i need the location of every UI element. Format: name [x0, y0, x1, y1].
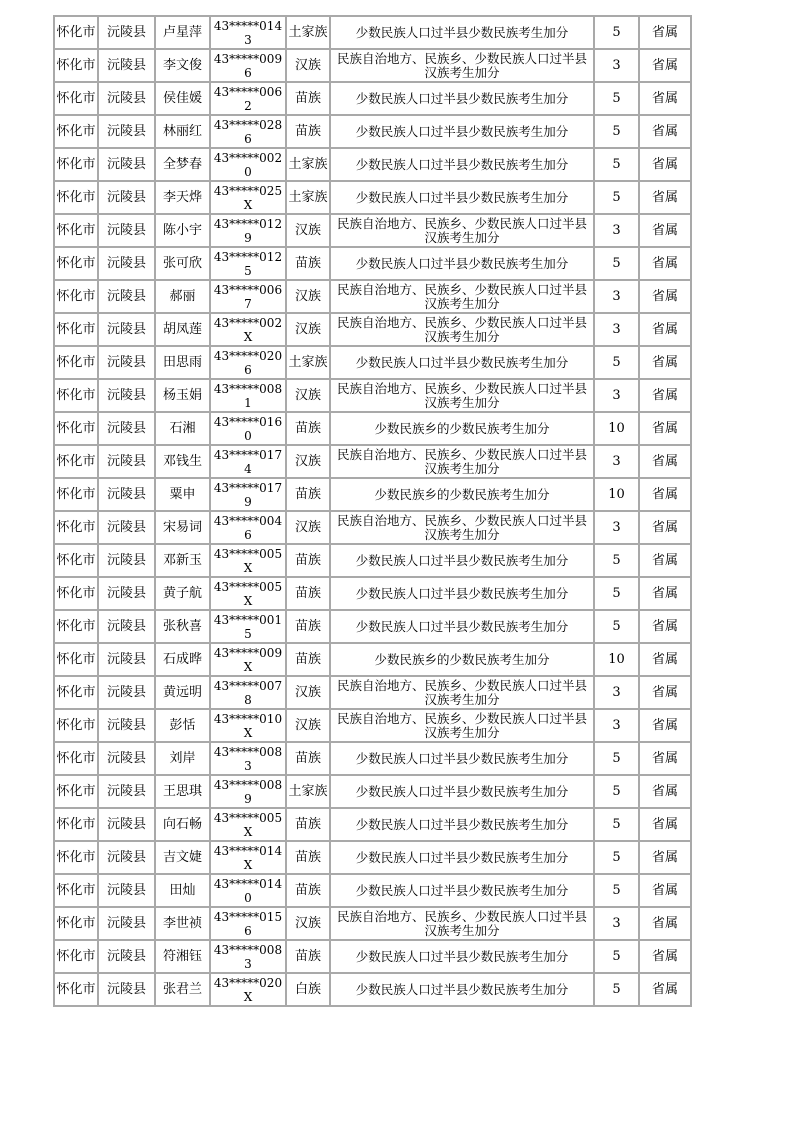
level-cell: 省属: [639, 214, 691, 247]
level-cell: 省属: [639, 808, 691, 841]
city-cell: 怀化市: [54, 808, 98, 841]
id-number-cell: 43*****0125: [210, 247, 286, 280]
bonus-category-cell: 民族自治地方、民族乡、少数民族人口过半县汉族考生加分: [330, 313, 594, 346]
name-cell: 彭恬: [155, 709, 210, 742]
id-number-cell: 43*****005X: [210, 577, 286, 610]
table-row: [54, 49, 691, 82]
bonus-points-cell: 3: [594, 49, 639, 82]
name-cell: 李文俊: [155, 49, 210, 82]
id-number-cell: 43*****0206: [210, 346, 286, 379]
id-number-cell: 43*****0089: [210, 775, 286, 808]
bonus-points-cell: 5: [594, 82, 639, 115]
level-cell: 省属: [639, 49, 691, 82]
level-cell: 省属: [639, 346, 691, 379]
ethnicity-cell: 汉族: [286, 445, 330, 478]
county-cell: 沅陵县: [98, 16, 155, 49]
bonus-points-cell: 3: [594, 907, 639, 940]
ethnicity-cell: 汉族: [286, 907, 330, 940]
id-number-cell: 43*****009X: [210, 643, 286, 676]
county-cell: 沅陵县: [98, 841, 155, 874]
name-cell: 黄远明: [155, 676, 210, 709]
level-cell: 省属: [639, 610, 691, 643]
ethnicity-cell: 汉族: [286, 313, 330, 346]
county-cell: 沅陵县: [98, 148, 155, 181]
bonus-points-cell: 5: [594, 775, 639, 808]
name-cell: 胡凤莲: [155, 313, 210, 346]
ethnicity-cell: 白族: [286, 973, 330, 1006]
bonus-points-cell: 5: [594, 874, 639, 907]
level-cell: 省属: [639, 181, 691, 214]
county-cell: 沅陵县: [98, 775, 155, 808]
bonus-category-cell: 少数民族人口过半县少数民族考生加分: [330, 742, 594, 775]
name-cell: 林丽红: [155, 115, 210, 148]
bonus-points-cell: 5: [594, 973, 639, 1006]
city-cell: 怀化市: [54, 643, 98, 676]
name-cell: 田思雨: [155, 346, 210, 379]
county-cell: 沅陵县: [98, 346, 155, 379]
id-number-cell: 43*****010X: [210, 709, 286, 742]
name-cell: 李世祯: [155, 907, 210, 940]
county-cell: 沅陵县: [98, 313, 155, 346]
name-cell: 侯佳媛: [155, 82, 210, 115]
ethnicity-cell: 汉族: [286, 379, 330, 412]
id-number-cell: 43*****020X: [210, 973, 286, 1006]
county-cell: 沅陵县: [98, 412, 155, 445]
id-number-cell: 43*****0286: [210, 115, 286, 148]
ethnicity-cell: 汉族: [286, 709, 330, 742]
city-cell: 怀化市: [54, 148, 98, 181]
id-number-cell: 43*****0140: [210, 874, 286, 907]
id-number-cell: 43*****0179: [210, 478, 286, 511]
id-number-cell: 43*****0160: [210, 412, 286, 445]
bonus-category-cell: 民族自治地方、民族乡、少数民族人口过半县汉族考生加分: [330, 511, 594, 544]
city-cell: 怀化市: [54, 214, 98, 247]
id-number-cell: 43*****0129: [210, 214, 286, 247]
city-cell: 怀化市: [54, 82, 98, 115]
table-row: [54, 511, 691, 544]
county-cell: 沅陵县: [98, 280, 155, 313]
table-row: [54, 940, 691, 973]
level-cell: 省属: [639, 115, 691, 148]
ethnicity-cell: 土家族: [286, 775, 330, 808]
bonus-points-cell: 3: [594, 676, 639, 709]
bonus-points-cell: 5: [594, 115, 639, 148]
bonus-points-cell: 5: [594, 577, 639, 610]
ethnicity-cell: 苗族: [286, 412, 330, 445]
name-cell: 李天烨: [155, 181, 210, 214]
city-cell: 怀化市: [54, 874, 98, 907]
county-cell: 沅陵县: [98, 511, 155, 544]
level-cell: 省属: [639, 511, 691, 544]
bonus-points-cell: 3: [594, 313, 639, 346]
table-row: [54, 775, 691, 808]
table-row: [54, 82, 691, 115]
name-cell: 刘岸: [155, 742, 210, 775]
bonus-category-cell: 少数民族人口过半县少数民族考生加分: [330, 808, 594, 841]
bonus-category-cell: 民族自治地方、民族乡、少数民族人口过半县汉族考生加分: [330, 49, 594, 82]
level-cell: 省属: [639, 148, 691, 181]
id-number-cell: 43*****002X: [210, 313, 286, 346]
id-number-cell: 43*****0096: [210, 49, 286, 82]
level-cell: 省属: [639, 775, 691, 808]
bonus-category-cell: 民族自治地方、民族乡、少数民族人口过半县汉族考生加分: [330, 280, 594, 313]
bonus-category-cell: 少数民族人口过半县少数民族考生加分: [330, 544, 594, 577]
id-number-cell: 43*****0174: [210, 445, 286, 478]
city-cell: 怀化市: [54, 412, 98, 445]
bonus-points-table: [53, 15, 692, 1007]
county-cell: 沅陵县: [98, 577, 155, 610]
county-cell: 沅陵县: [98, 49, 155, 82]
bonus-points-cell: 5: [594, 247, 639, 280]
ethnicity-cell: 汉族: [286, 214, 330, 247]
table-row: [54, 379, 691, 412]
bonus-category-cell: 少数民族人口过半县少数民族考生加分: [330, 775, 594, 808]
bonus-points-cell: 5: [594, 841, 639, 874]
bonus-category-cell: 少数民族人口过半县少数民族考生加分: [330, 181, 594, 214]
level-cell: 省属: [639, 412, 691, 445]
bonus-category-cell: 民族自治地方、民族乡、少数民族人口过半县汉族考生加分: [330, 445, 594, 478]
bonus-category-cell: 民族自治地方、民族乡、少数民族人口过半县汉族考生加分: [330, 214, 594, 247]
bonus-category-cell: 少数民族人口过半县少数民族考生加分: [330, 973, 594, 1006]
name-cell: 张秋喜: [155, 610, 210, 643]
name-cell: 粟申: [155, 478, 210, 511]
city-cell: 怀化市: [54, 775, 98, 808]
ethnicity-cell: 苗族: [286, 940, 330, 973]
bonus-category-cell: 少数民族人口过半县少数民族考生加分: [330, 610, 594, 643]
level-cell: 省属: [639, 445, 691, 478]
ethnicity-cell: 苗族: [286, 610, 330, 643]
bonus-category-cell: 少数民族人口过半县少数民族考生加分: [330, 841, 594, 874]
county-cell: 沅陵县: [98, 907, 155, 940]
name-cell: 黄子航: [155, 577, 210, 610]
name-cell: 张可欣: [155, 247, 210, 280]
table-row: [54, 907, 691, 940]
bonus-points-cell: 3: [594, 709, 639, 742]
table-row: [54, 16, 691, 49]
bonus-category-cell: 民族自治地方、民族乡、少数民族人口过半县汉族考生加分: [330, 709, 594, 742]
level-cell: 省属: [639, 940, 691, 973]
id-number-cell: 43*****0143: [210, 16, 286, 49]
level-cell: 省属: [639, 247, 691, 280]
county-cell: 沅陵县: [98, 82, 155, 115]
table-row: [54, 709, 691, 742]
bonus-points-cell: 3: [594, 445, 639, 478]
bonus-points-cell: 5: [594, 181, 639, 214]
name-cell: 邓钱生: [155, 445, 210, 478]
bonus-points-cell: 3: [594, 214, 639, 247]
bonus-category-cell: 少数民族乡的少数民族考生加分: [330, 643, 594, 676]
id-number-cell: 43*****0046: [210, 511, 286, 544]
bonus-points-cell: 10: [594, 478, 639, 511]
name-cell: 向石畅: [155, 808, 210, 841]
table-row: [54, 973, 691, 1006]
ethnicity-cell: 苗族: [286, 478, 330, 511]
county-cell: 沅陵县: [98, 874, 155, 907]
bonus-category-cell: 少数民族乡的少数民族考生加分: [330, 412, 594, 445]
level-cell: 省属: [639, 16, 691, 49]
level-cell: 省属: [639, 742, 691, 775]
table-row: [54, 445, 691, 478]
name-cell: 王思琪: [155, 775, 210, 808]
table-row: [54, 247, 691, 280]
city-cell: 怀化市: [54, 16, 98, 49]
bonus-category-cell: 少数民族人口过半县少数民族考生加分: [330, 115, 594, 148]
bonus-category-cell: 民族自治地方、民族乡、少数民族人口过半县汉族考生加分: [330, 676, 594, 709]
bonus-category-cell: 民族自治地方、民族乡、少数民族人口过半县汉族考生加分: [330, 907, 594, 940]
city-cell: 怀化市: [54, 544, 98, 577]
id-number-cell: 43*****0067: [210, 280, 286, 313]
county-cell: 沅陵县: [98, 181, 155, 214]
ethnicity-cell: 苗族: [286, 544, 330, 577]
bonus-category-cell: 少数民族人口过半县少数民族考生加分: [330, 82, 594, 115]
ethnicity-cell: 土家族: [286, 148, 330, 181]
id-number-cell: 43*****025X: [210, 181, 286, 214]
city-cell: 怀化市: [54, 280, 98, 313]
name-cell: 邓新玉: [155, 544, 210, 577]
county-cell: 沅陵县: [98, 478, 155, 511]
level-cell: 省属: [639, 709, 691, 742]
ethnicity-cell: 苗族: [286, 808, 330, 841]
bonus-points-cell: 5: [594, 148, 639, 181]
level-cell: 省属: [639, 973, 691, 1006]
city-cell: 怀化市: [54, 115, 98, 148]
county-cell: 沅陵县: [98, 973, 155, 1006]
level-cell: 省属: [639, 313, 691, 346]
level-cell: 省属: [639, 643, 691, 676]
city-cell: 怀化市: [54, 676, 98, 709]
table-row: [54, 676, 691, 709]
level-cell: 省属: [639, 280, 691, 313]
name-cell: 石成晔: [155, 643, 210, 676]
ethnicity-cell: 土家族: [286, 181, 330, 214]
id-number-cell: 43*****014X: [210, 841, 286, 874]
name-cell: 石湘: [155, 412, 210, 445]
id-number-cell: 43*****0078: [210, 676, 286, 709]
county-cell: 沅陵县: [98, 445, 155, 478]
city-cell: 怀化市: [54, 379, 98, 412]
ethnicity-cell: 苗族: [286, 841, 330, 874]
county-cell: 沅陵县: [98, 214, 155, 247]
county-cell: 沅陵县: [98, 379, 155, 412]
city-cell: 怀化市: [54, 742, 98, 775]
table-row: [54, 412, 691, 445]
id-number-cell: 43*****005X: [210, 544, 286, 577]
county-cell: 沅陵县: [98, 742, 155, 775]
table-row: [54, 115, 691, 148]
table-row: [54, 214, 691, 247]
bonus-category-cell: 少数民族人口过半县少数民族考生加分: [330, 346, 594, 379]
table-body: [54, 16, 691, 1006]
city-cell: 怀化市: [54, 907, 98, 940]
level-cell: 省属: [639, 841, 691, 874]
name-cell: 卢星萍: [155, 16, 210, 49]
bonus-points-cell: 3: [594, 379, 639, 412]
city-cell: 怀化市: [54, 49, 98, 82]
name-cell: 杨玉娟: [155, 379, 210, 412]
county-cell: 沅陵县: [98, 115, 155, 148]
bonus-points-cell: 5: [594, 808, 639, 841]
table-row: [54, 148, 691, 181]
city-cell: 怀化市: [54, 445, 98, 478]
bonus-category-cell: 少数民族人口过半县少数民族考生加分: [330, 16, 594, 49]
name-cell: 张君兰: [155, 973, 210, 1006]
city-cell: 怀化市: [54, 478, 98, 511]
city-cell: 怀化市: [54, 313, 98, 346]
name-cell: 吉文婕: [155, 841, 210, 874]
table-row: [54, 181, 691, 214]
ethnicity-cell: 苗族: [286, 742, 330, 775]
ethnicity-cell: 汉族: [286, 511, 330, 544]
bonus-points-cell: 5: [594, 940, 639, 973]
level-cell: 省属: [639, 82, 691, 115]
bonus-category-cell: 少数民族乡的少数民族考生加分: [330, 478, 594, 511]
city-cell: 怀化市: [54, 577, 98, 610]
city-cell: 怀化市: [54, 511, 98, 544]
bonus-points-cell: 5: [594, 544, 639, 577]
table-row: [54, 610, 691, 643]
table-row: [54, 874, 691, 907]
city-cell: 怀化市: [54, 346, 98, 379]
county-cell: 沅陵县: [98, 247, 155, 280]
bonus-category-cell: 少数民族人口过半县少数民族考生加分: [330, 148, 594, 181]
id-number-cell: 43*****0081: [210, 379, 286, 412]
city-cell: 怀化市: [54, 841, 98, 874]
county-cell: 沅陵县: [98, 940, 155, 973]
name-cell: 陈小宇: [155, 214, 210, 247]
bonus-points-cell: 3: [594, 511, 639, 544]
bonus-points-cell: 10: [594, 412, 639, 445]
table-row: [54, 478, 691, 511]
bonus-points-cell: 5: [594, 16, 639, 49]
city-cell: 怀化市: [54, 709, 98, 742]
id-number-cell: 43*****005X: [210, 808, 286, 841]
county-cell: 沅陵县: [98, 808, 155, 841]
city-cell: 怀化市: [54, 940, 98, 973]
bonus-category-cell: 少数民族人口过半县少数民族考生加分: [330, 247, 594, 280]
table-row: [54, 808, 691, 841]
county-cell: 沅陵县: [98, 544, 155, 577]
level-cell: 省属: [639, 478, 691, 511]
table-row: [54, 643, 691, 676]
county-cell: 沅陵县: [98, 709, 155, 742]
ethnicity-cell: 汉族: [286, 676, 330, 709]
name-cell: 宋易词: [155, 511, 210, 544]
id-number-cell: 43*****0083: [210, 742, 286, 775]
level-cell: 省属: [639, 379, 691, 412]
level-cell: 省属: [639, 577, 691, 610]
name-cell: 全梦春: [155, 148, 210, 181]
ethnicity-cell: 苗族: [286, 82, 330, 115]
id-number-cell: 43*****0020: [210, 148, 286, 181]
ethnicity-cell: 苗族: [286, 115, 330, 148]
table-row: [54, 841, 691, 874]
ethnicity-cell: 土家族: [286, 16, 330, 49]
ethnicity-cell: 汉族: [286, 280, 330, 313]
name-cell: 符湘钰: [155, 940, 210, 973]
city-cell: 怀化市: [54, 610, 98, 643]
level-cell: 省属: [639, 676, 691, 709]
table-row: [54, 742, 691, 775]
county-cell: 沅陵县: [98, 610, 155, 643]
city-cell: 怀化市: [54, 247, 98, 280]
level-cell: 省属: [639, 544, 691, 577]
bonus-points-cell: 3: [594, 280, 639, 313]
bonus-category-cell: 少数民族人口过半县少数民族考生加分: [330, 577, 594, 610]
table-row: [54, 280, 691, 313]
table-row: [54, 577, 691, 610]
bonus-category-cell: 民族自治地方、民族乡、少数民族人口过半县汉族考生加分: [330, 379, 594, 412]
county-cell: 沅陵县: [98, 676, 155, 709]
level-cell: 省属: [639, 907, 691, 940]
level-cell: 省属: [639, 874, 691, 907]
table-row: [54, 313, 691, 346]
ethnicity-cell: 汉族: [286, 49, 330, 82]
bonus-points-cell: 5: [594, 610, 639, 643]
bonus-points-cell: 5: [594, 346, 639, 379]
ethnicity-cell: 苗族: [286, 247, 330, 280]
id-number-cell: 43*****0015: [210, 610, 286, 643]
table-row: [54, 544, 691, 577]
bonus-points-cell: 10: [594, 643, 639, 676]
name-cell: 田灿: [155, 874, 210, 907]
id-number-cell: 43*****0083: [210, 940, 286, 973]
city-cell: 怀化市: [54, 181, 98, 214]
ethnicity-cell: 苗族: [286, 577, 330, 610]
name-cell: 郝丽: [155, 280, 210, 313]
county-cell: 沅陵县: [98, 643, 155, 676]
id-number-cell: 43*****0156: [210, 907, 286, 940]
ethnicity-cell: 苗族: [286, 874, 330, 907]
ethnicity-cell: 苗族: [286, 643, 330, 676]
bonus-category-cell: 少数民族人口过半县少数民族考生加分: [330, 874, 594, 907]
id-number-cell: 43*****0062: [210, 82, 286, 115]
bonus-category-cell: 少数民族人口过半县少数民族考生加分: [330, 940, 594, 973]
ethnicity-cell: 土家族: [286, 346, 330, 379]
table-row: [54, 346, 691, 379]
city-cell: 怀化市: [54, 973, 98, 1006]
bonus-points-cell: 5: [594, 742, 639, 775]
